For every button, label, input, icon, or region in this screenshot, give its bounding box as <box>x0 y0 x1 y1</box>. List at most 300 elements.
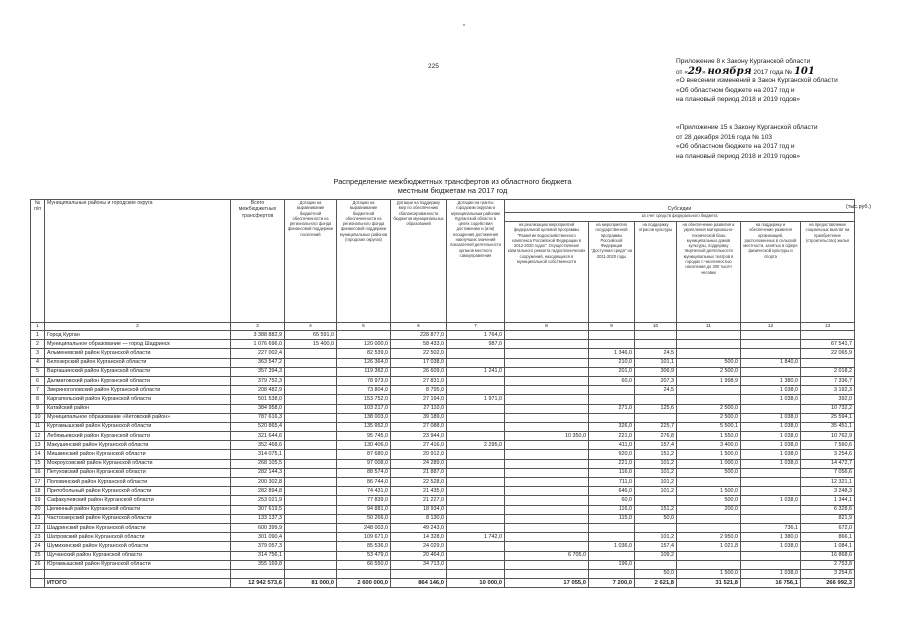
table-cell: 987,0 <box>447 340 505 349</box>
table-cell <box>285 422 337 431</box>
table-cell <box>505 478 589 487</box>
table-cell: 3 192,3 <box>801 386 855 395</box>
table-cell: 26 <box>31 560 45 569</box>
table-row <box>31 349 855 358</box>
table-cell <box>447 413 505 422</box>
table-cell: 1 344,1 <box>801 496 855 505</box>
table-cell <box>505 523 589 532</box>
table-cell: 24,5 <box>635 349 677 358</box>
table-cell <box>285 404 337 413</box>
table-cell <box>285 395 337 404</box>
table-cell: 16 <box>31 468 45 477</box>
table-cell: 17 <box>31 478 45 487</box>
table-cell <box>505 441 589 450</box>
table-cell <box>635 331 677 340</box>
table-cell: 109 671,0 <box>337 533 391 542</box>
table-cell: 866,1 <box>801 533 855 542</box>
table-cell <box>635 413 677 422</box>
table-cell: 101,2 <box>635 487 677 496</box>
table-cell: Целинный район Курганской области <box>45 505 231 514</box>
table-cell <box>505 422 589 431</box>
table-cell: 20 912,0 <box>391 450 447 459</box>
amendment-line-4: «Об областном бюджете на 2017 год и <box>676 86 795 94</box>
table-cell: 1 742,0 <box>447 533 505 542</box>
table-cell: 1 380,0 <box>741 376 801 385</box>
table-cell: Муниципальное образование — город Шадринск <box>45 340 231 349</box>
table-cell: 736,1 <box>741 523 801 532</box>
table-cell: 1 000,0 <box>677 459 741 468</box>
table-row <box>31 404 855 413</box>
table-cell: 355 169,8 <box>231 560 285 569</box>
table-row <box>31 551 855 560</box>
table-cell: 22 065,9 <box>801 349 855 358</box>
table-cell <box>447 487 505 496</box>
table-cell: 17 038,0 <box>391 358 447 367</box>
table-cell <box>741 514 801 523</box>
col-header-12: на поддержку и обеспечение развития организаций, расположенных в сельской местности, занятых в сфере физической культуры и спорта <box>741 222 801 323</box>
table-cell: 314 075,1 <box>231 450 285 459</box>
amendment-date-line: от «29» ноября 2017 года № 101 <box>676 65 815 77</box>
table-cell: 31 521,8 <box>677 579 741 588</box>
table-cell <box>337 331 391 340</box>
table-cell <box>505 569 589 578</box>
table-cell: 153 752,0 <box>337 395 391 404</box>
table-cell <box>285 542 337 551</box>
table-cell <box>505 542 589 551</box>
table-cell: 500,0 <box>677 496 741 505</box>
table-cell: 101,1 <box>635 358 677 367</box>
table-cell: 25 <box>31 551 45 560</box>
title-line-2: местным бюджетам на 2017 год <box>397 186 508 195</box>
table-cell <box>285 459 337 468</box>
table-cell: 1 021,8 <box>677 542 741 551</box>
transfers-table <box>30 199 855 588</box>
table-cell: 95 745,0 <box>337 432 391 441</box>
table-cell: 3 400,0 <box>677 441 741 450</box>
table-cell: Юргамышский район Курганской области <box>45 560 231 569</box>
table-cell: Муниципальное образование «Кетовский район» <box>45 413 231 422</box>
table-cell: 271,0 <box>589 404 635 413</box>
table-cell: 821,9 <box>801 514 855 523</box>
table-cell: 12 942 573,6 <box>231 579 285 588</box>
table-cell: 200,0 <box>677 505 741 514</box>
table-row <box>31 523 855 532</box>
handwritten-day: 29 <box>688 65 702 77</box>
table-cell <box>505 395 589 404</box>
table-cell <box>447 376 505 385</box>
page-number: 225 <box>428 63 439 70</box>
table-cell: 17 055,0 <box>505 579 589 588</box>
table-cell: 7 <box>447 323 505 331</box>
table-cell <box>447 496 505 505</box>
table-cell <box>285 551 337 560</box>
table-cell <box>505 560 589 569</box>
table-cell <box>285 349 337 358</box>
table-cell: 7 560,6 <box>801 441 855 450</box>
table-cell <box>741 478 801 487</box>
table-cell: 8 130,0 <box>391 514 447 523</box>
table-cell <box>337 569 391 578</box>
table-cell: 411,0 <box>589 441 635 450</box>
table-cell: 133 137,3 <box>231 514 285 523</box>
table-cell: 86 744,0 <box>337 478 391 487</box>
table-cell: 11 <box>31 422 45 431</box>
table-cell: 2 950,0 <box>677 533 741 542</box>
col-header-11: на обеспечение развития и укрепления материально-технической базы муниципальных домов культуры, поддержку творческой деятельности муниципальных театров в городах с численностью населения до 300 тысяч человек <box>677 222 741 323</box>
table-cell: 58 433,0 <box>391 340 447 349</box>
table-cell <box>285 468 337 477</box>
table-cell: 1 038,0 <box>741 450 801 459</box>
table-cell: 201,0 <box>589 367 635 376</box>
table-cell: 26 609,0 <box>391 367 447 376</box>
table-row <box>31 376 855 385</box>
table-cell <box>447 349 505 358</box>
table-cell: 1 038,0 <box>741 432 801 441</box>
table-cell: 60,0 <box>589 496 635 505</box>
table-cell <box>447 450 505 459</box>
table-cell: 14 472,7 <box>801 459 855 468</box>
table-cell: 379 752,3 <box>231 376 285 385</box>
table-cell: 21 227,0 <box>391 496 447 505</box>
original-line-3: «Об областном бюджете на 2017 год и <box>676 143 795 151</box>
table-cell: 7 200,0 <box>589 579 635 588</box>
scan-speck <box>463 24 465 26</box>
title-line-1: Распределение межбюджетных трансфертов из областного бюджета <box>333 177 572 186</box>
table-cell <box>505 487 589 496</box>
table-cell: 253 021,9 <box>231 496 285 505</box>
table-cell: 2 500,0 <box>677 413 741 422</box>
table-cell <box>447 386 505 395</box>
table-cell: 125,6 <box>635 404 677 413</box>
table-cell <box>505 533 589 542</box>
table-cell: 88 574,0 <box>337 468 391 477</box>
table-cell <box>285 478 337 487</box>
table-cell: 101,2 <box>635 459 677 468</box>
table-cell <box>447 551 505 560</box>
table-cell: 135 952,0 <box>337 422 391 431</box>
table-cell: 3 248,3 <box>801 487 855 496</box>
table-cell: 3 388 882,9 <box>231 331 285 340</box>
amendment-line-3: «О внесении изменений в Закон Курганской области <box>676 77 838 85</box>
table-cell: 2 500,0 <box>677 367 741 376</box>
table-cell: 73 804,0 <box>337 386 391 395</box>
table-cell: 53 479,0 <box>337 551 391 560</box>
table-cell <box>589 533 635 542</box>
table-cell <box>741 367 801 376</box>
table-cell: Шумихинский район Курганской области <box>45 542 231 551</box>
table-row <box>31 331 855 340</box>
table-cell: 116,0 <box>589 505 635 514</box>
table-cell <box>505 367 589 376</box>
table-cell: Притобольный район Курганской области <box>45 487 231 496</box>
table-cell: 22 <box>31 523 45 532</box>
table-cell <box>589 331 635 340</box>
table-cell: 314 756,1 <box>231 551 285 560</box>
table-cell: 7 <box>31 386 45 395</box>
table-cell <box>447 358 505 367</box>
table-cell: 1 038,0 <box>741 386 801 395</box>
table-cell: 392,0 <box>801 395 855 404</box>
table-cell: 920,0 <box>589 450 635 459</box>
table-cell: 2 018,2 <box>801 367 855 376</box>
table-cell: 115,0 <box>589 514 635 523</box>
column-number-row <box>31 323 855 331</box>
table-cell: 282 144,3 <box>231 468 285 477</box>
table-row <box>31 533 855 542</box>
table-cell: Мокроусовский район Курганской области <box>45 459 231 468</box>
table-cell <box>505 376 589 385</box>
table-cell: 77 839,0 <box>337 496 391 505</box>
table-cell: 379 057,3 <box>231 542 285 551</box>
table-cell: 18 934,0 <box>391 505 447 514</box>
table-cell: 1 <box>31 323 45 331</box>
table-cell <box>447 569 505 578</box>
table-cell: 21 <box>31 514 45 523</box>
table-cell: 20 464,0 <box>391 551 447 560</box>
table-cell: 97 008,0 <box>337 459 391 468</box>
table-cell: 1 038,0 <box>741 441 801 450</box>
table-row <box>31 468 855 477</box>
table-cell <box>285 514 337 523</box>
table-cell <box>677 523 741 532</box>
table-cell: Белозерский район Курганской области <box>45 358 231 367</box>
table-cell: 23 944,0 <box>391 432 447 441</box>
table-cell: 138 003,0 <box>337 413 391 422</box>
table-cell: 12 321,1 <box>801 478 855 487</box>
table-cell <box>447 478 505 487</box>
table-cell: 864 146,0 <box>391 579 447 588</box>
table-cell: 1 500,0 <box>677 569 741 578</box>
col-header-5: Дотации на выравнивание бюджетной обеспеченности из регионального фонда финансовой поддержки муниципальных районов (городских округов) <box>337 200 391 323</box>
table-cell: Макушинский район Курганской области <box>45 441 231 450</box>
table-cell: 39 189,0 <box>391 413 447 422</box>
table-cell: Сафакулевский район Курганской области <box>45 496 231 505</box>
table-cell: 6 <box>391 323 447 331</box>
table-row <box>31 395 855 404</box>
col-header-no: № п/п <box>31 200 45 323</box>
table-cell <box>741 560 801 569</box>
table-cell: 7 056,6 <box>801 468 855 477</box>
table-cell <box>285 413 337 422</box>
table-cell <box>677 340 741 349</box>
table-cell: 8 <box>505 323 589 331</box>
table-cell: 10 <box>635 323 677 331</box>
amendment-line-1: Приложение 8 к Закону Курганской области <box>676 58 811 65</box>
table-cell: 5 500,1 <box>677 422 741 431</box>
table-cell: Мишкинский район Курганской области <box>45 450 231 459</box>
table-cell: 18 <box>31 487 45 496</box>
table-cell: 1 764,0 <box>447 331 505 340</box>
table-cell: 27 194,0 <box>391 395 447 404</box>
table-cell: 14 328,0 <box>391 533 447 542</box>
table-cell: 109,2 <box>635 551 677 560</box>
table-cell: 16 756,1 <box>741 579 801 588</box>
table-cell: 10 <box>31 413 45 422</box>
original-line-1: «Приложение 15 к Закону Курганской области <box>676 124 818 131</box>
table-cell <box>801 358 855 367</box>
table-cell <box>447 432 505 441</box>
original-line-2: от 28 декабря 2016 года № 103 <box>676 133 773 141</box>
table-cell: 672,0 <box>801 523 855 532</box>
table-cell: 85 536,0 <box>337 542 391 551</box>
table-cell: 103 217,0 <box>337 404 391 413</box>
table-cell <box>635 560 677 569</box>
table-cell <box>589 340 635 349</box>
table-cell <box>741 340 801 349</box>
table-cell <box>285 523 337 532</box>
table-cell: 22 528,0 <box>391 478 447 487</box>
table-cell: 1 <box>31 331 45 340</box>
table-cell: 248 003,0 <box>337 523 391 532</box>
table-cell: 14 <box>31 450 45 459</box>
table-cell <box>505 514 589 523</box>
col-header-8: на реализацию мероприятий федеральной целевой программы "Развитие водохозяйственного комплекса Российской Федерации в 2012-2020 годах". Осуществление капитального ремонта гидротехнических сооружений, находящихся в муниципальной собственности <box>505 222 589 323</box>
table-cell <box>285 432 337 441</box>
table-cell <box>635 395 677 404</box>
table-cell <box>447 468 505 477</box>
table-cell: 94 881,0 <box>337 505 391 514</box>
table-cell <box>285 450 337 459</box>
table-cell: Альменевский район Курганской области <box>45 349 231 358</box>
table-cell <box>741 331 801 340</box>
table-cell: 21 887,0 <box>391 468 447 477</box>
table-cell: Варгашинский район Курганской области <box>45 367 231 376</box>
table-cell <box>741 487 801 496</box>
table-cell: 27 416,0 <box>391 441 447 450</box>
table-cell: 24,5 <box>635 386 677 395</box>
table-cell: 66 550,0 <box>337 560 391 569</box>
table-row <box>31 367 855 376</box>
original-line-4: на плановый период 2018 и 2019 годов» <box>676 152 801 160</box>
table-cell: 13 <box>801 323 855 331</box>
document-title <box>0 177 905 195</box>
table-cell: 157,4 <box>635 441 677 450</box>
table-cell: 15 400,0 <box>285 340 337 349</box>
table-cell: 1 036,0 <box>589 542 635 551</box>
table-cell <box>285 496 337 505</box>
table-cell <box>589 523 635 532</box>
original-header <box>676 123 818 161</box>
table-cell: 266 992,3 <box>801 579 855 588</box>
table-cell <box>589 551 635 560</box>
table-cell <box>285 376 337 385</box>
total-row <box>31 579 855 588</box>
table-cell: 1 380,0 <box>741 533 801 542</box>
table-cell <box>741 505 801 514</box>
amendment-line-5: на плановый период 2018 и 2019 годов» <box>676 96 801 104</box>
table-cell: 2 600 000,0 <box>337 579 391 588</box>
table-cell: 1 038,0 <box>741 542 801 551</box>
handwritten-month: ноября <box>707 65 752 77</box>
unit-label: (тыс.руб.) <box>846 204 871 210</box>
table-cell: 321 644,6 <box>231 432 285 441</box>
col-header-subsidies-federal: за счет средств федерального бюджета <box>505 213 855 222</box>
table-row <box>31 441 855 450</box>
table-row <box>31 432 855 441</box>
table-body <box>31 323 855 588</box>
table-cell: 130 406,0 <box>337 441 391 450</box>
table-cell <box>589 569 635 578</box>
table-cell: 1 038,0 <box>741 459 801 468</box>
table-row <box>31 496 855 505</box>
table-cell <box>285 569 337 578</box>
table-cell: 3 254,6 <box>801 450 855 459</box>
table-cell <box>677 560 741 569</box>
table-cell: 74 431,0 <box>337 487 391 496</box>
col-header-13: на предоставление социальных выплат на приобретение (строительство) жилья <box>801 222 855 323</box>
table-cell: 363 547,2 <box>231 358 285 367</box>
table-cell <box>741 404 801 413</box>
table-cell: 1 241,0 <box>447 367 505 376</box>
table-cell <box>635 496 677 505</box>
table-cell: 10 732,2 <box>801 404 855 413</box>
table-cell: Шатровский район Курганской области <box>45 533 231 542</box>
table-cell <box>285 533 337 542</box>
table-cell: 500,0 <box>677 358 741 367</box>
table-cell: 1 971,0 <box>447 395 505 404</box>
table-cell: 2 753,8 <box>801 560 855 569</box>
table-cell: Петуховский район Курганской области <box>45 468 231 477</box>
table-cell: 306,9 <box>635 367 677 376</box>
table-cell <box>505 450 589 459</box>
table-cell <box>285 487 337 496</box>
table-cell <box>447 542 505 551</box>
table-cell: 126 364,0 <box>337 358 391 367</box>
table-cell: 3 <box>231 323 285 331</box>
col-header-name: Муниципальные районы и городские округа <box>45 200 231 323</box>
table-cell: 4 <box>285 323 337 331</box>
table-cell: 20 <box>31 505 45 514</box>
col-header-9: на мероприятия государственной программы Российской Федерации "Доступная среда" на 2011-2020 годы <box>589 222 635 323</box>
table-cell <box>505 386 589 395</box>
table-cell: 307 619,5 <box>231 505 285 514</box>
table-cell: 228 877,0 <box>391 331 447 340</box>
table-row <box>31 386 855 395</box>
table-cell <box>589 395 635 404</box>
table-cell <box>589 413 635 422</box>
table-cell: 50,0 <box>635 514 677 523</box>
table-cell: 15 <box>31 459 45 468</box>
table-cell <box>677 551 741 560</box>
table-cell: Звериноголовский район Курганской области <box>45 386 231 395</box>
table-cell <box>677 386 741 395</box>
table-cell: 1 346,0 <box>589 349 635 358</box>
table-cell: 208 482,9 <box>231 386 285 395</box>
table-cell: 9 <box>31 404 45 413</box>
table-cell: Каргапольский район Курганской области <box>45 395 231 404</box>
table-row <box>31 422 855 431</box>
table-cell <box>447 514 505 523</box>
table-cell: 7 336,7 <box>801 376 855 385</box>
table-cell <box>677 395 741 404</box>
table-cell: 8 795,0 <box>391 386 447 395</box>
handwritten-number: 101 <box>793 65 815 77</box>
table-cell: 352 468,6 <box>231 441 285 450</box>
table-cell: 2 621,8 <box>635 579 677 588</box>
table-cell: 23 <box>31 533 45 542</box>
table-cell: 16 868,6 <box>801 551 855 560</box>
table-cell <box>589 386 635 395</box>
table-cell <box>677 349 741 358</box>
table-cell: 9 <box>589 323 635 331</box>
table-cell <box>505 496 589 505</box>
table-cell: 600 399,9 <box>231 523 285 532</box>
table-cell: 1 084,1 <box>801 542 855 551</box>
table-cell: 67 541,7 <box>801 340 855 349</box>
table-cell: 4 <box>31 358 45 367</box>
table-cell <box>447 404 505 413</box>
table-row <box>31 450 855 459</box>
